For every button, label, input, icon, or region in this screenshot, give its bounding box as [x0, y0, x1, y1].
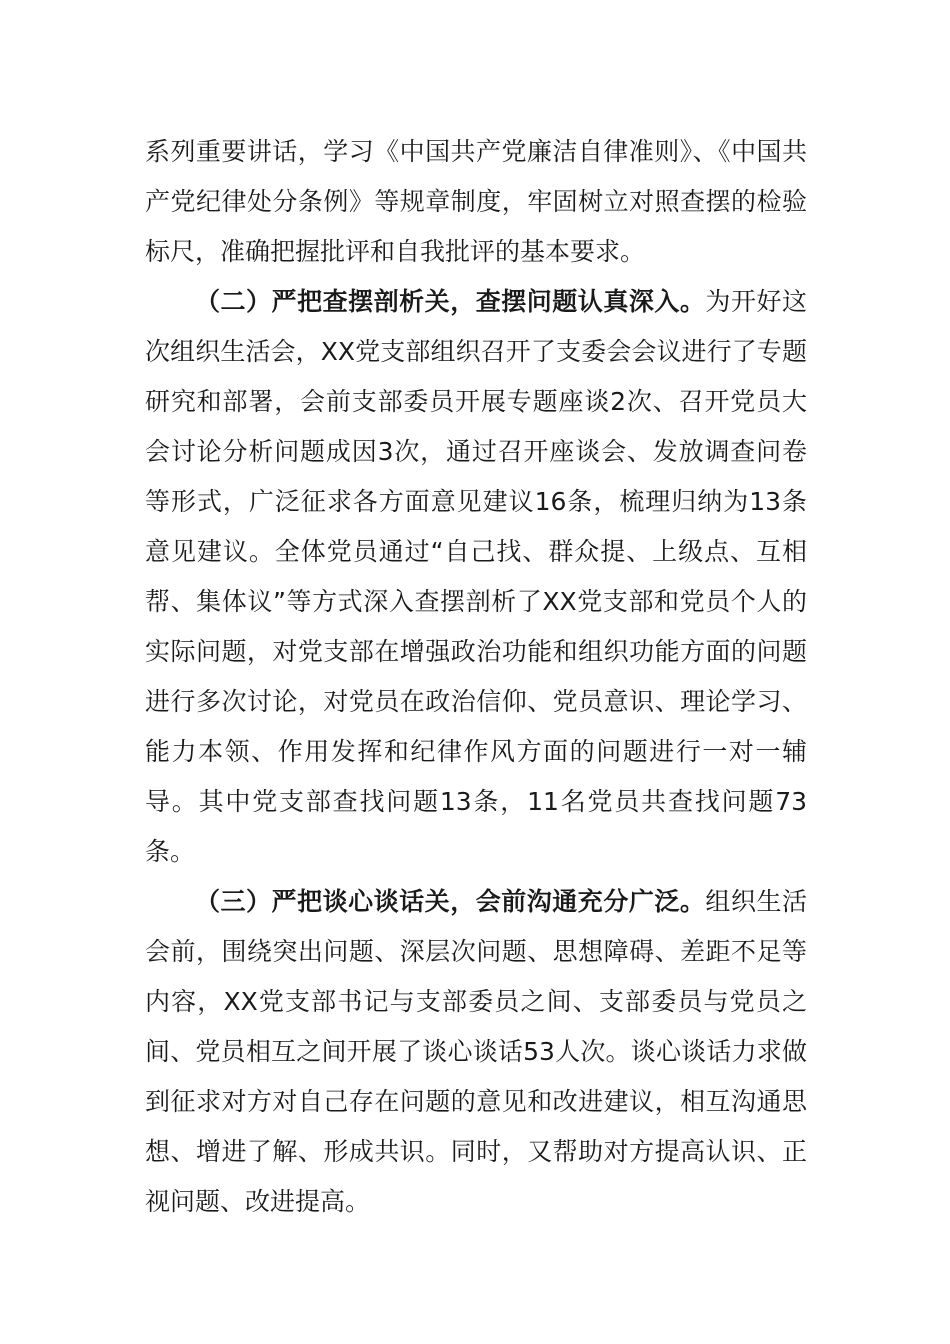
paragraph-section-2	[145, 277, 807, 877]
paragraph-text: 为开好这次组织生活会，XX党支部组织召开了支委会会议进行了专题研究和部署，会前支部委员开展专题座谈2次、召开党员大会讨论分析问题成因3次，通过召开座谈会、发放调查问卷等形式，广泛征求各方面意见建议16条，梳理归纳为13条意见建议。全体党员通过“自己找、群众提、上级点、互相帮、集体议”等方式深入查摆剖析了XX党支部和党员个人的实际问题，对党支部在增强政治功能和组织功能方面的问题进行多次讨论，对党员在政治信仰、党员意识、理论学习、能力本领、作用发挥和纪律作风方面的问题进行一对一辅导。其中党支部查找问题13条，11名党员共查找问题73条。	[145, 287, 807, 866]
section-heading: （二）严把查摆剖析关，查摆问题认真深入。	[195, 287, 706, 316]
paragraph-continuation	[145, 127, 807, 277]
paragraph-text: 组织生活会前，围绕突出问题、深层次问题、思想障碍、差距不足等内容，XX党支部书记与支部委员之间、支部委员与党员之间、党员相互之间开展了谈心谈话53人次。谈心谈话力求做到征求对方对自己存在问题的意见和改进建议，相互沟通思想、增进了解、形成共识。同时，又帮助对方提高认识、正视问题、改进提高。	[145, 887, 807, 1216]
document-body	[145, 127, 807, 1227]
paragraph-section-3	[145, 877, 807, 1227]
paragraph-text: 系列重要讲话，学习《中国共产党廉洁自律准则》、《中国共产党纪律处分条例》等规章制度，牢固树立对照查摆的检验标尺，准确把握批评和自我批评的基本要求。	[145, 137, 807, 266]
section-heading: （三）严把谈心谈话关，会前沟通充分广泛。	[195, 887, 706, 916]
